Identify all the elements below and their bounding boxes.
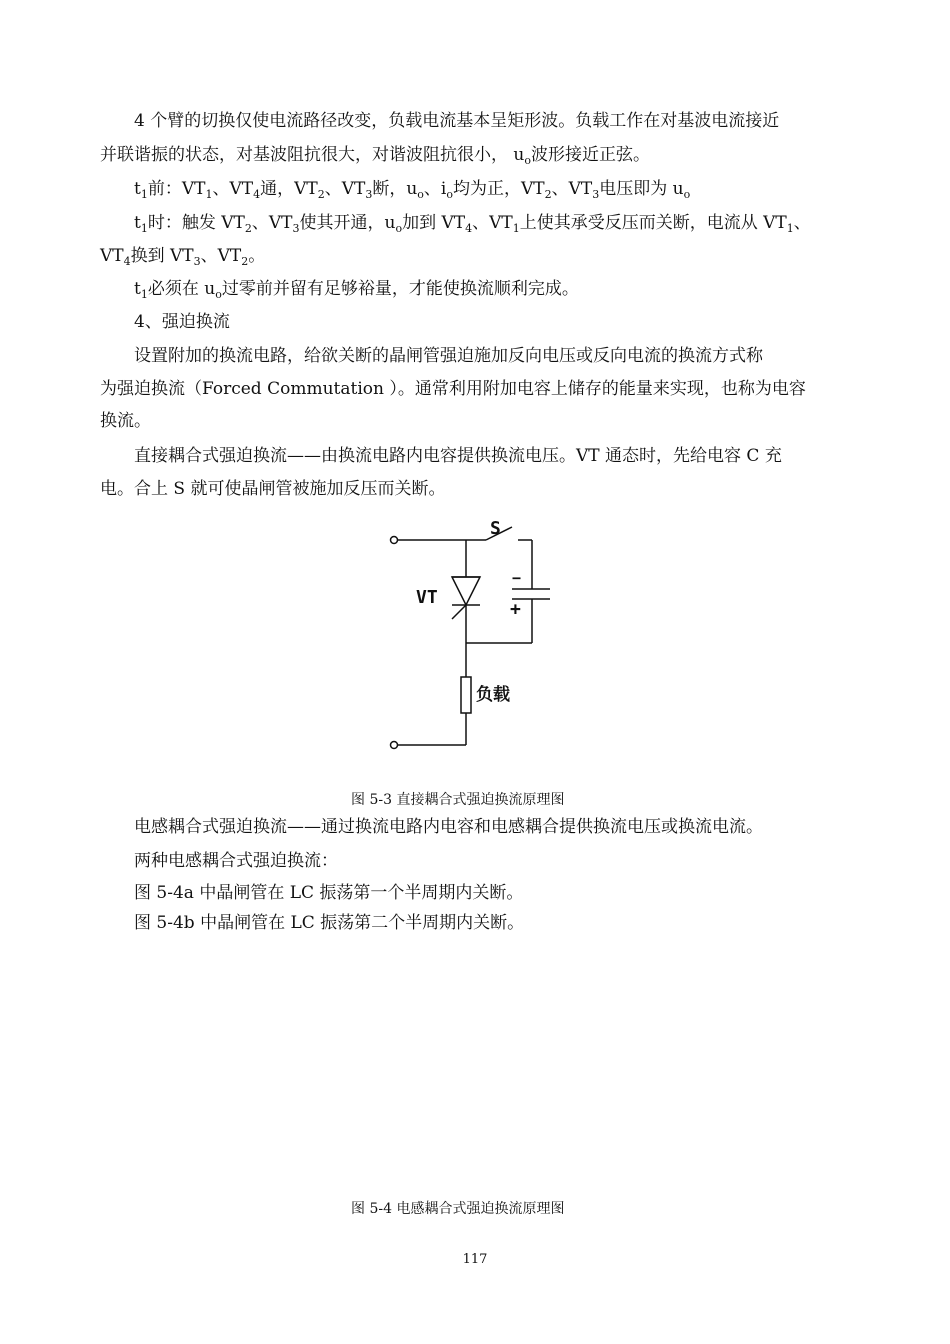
text: 时：触发 VT	[147, 213, 245, 233]
paragraph-line: 直接耦合式强迫换流——由换流电路内电容提供换流电压。VT 通态时，先给电容 C 充	[134, 446, 782, 466]
subscript: 2	[241, 255, 249, 268]
subscript: 2	[244, 222, 252, 235]
text: 、VT	[324, 179, 366, 199]
subscript: 4	[123, 255, 131, 268]
text: t	[134, 213, 141, 233]
text: 电压即为 u	[599, 179, 684, 199]
subscript: 3	[365, 188, 373, 201]
figure-caption: 图 5-4 电感耦合式强迫换流原理图	[351, 1201, 565, 1217]
thyristor-label: VT	[416, 587, 438, 608]
thyristor-gate	[452, 605, 466, 619]
subscript: 3	[592, 188, 600, 201]
subscript: 1	[140, 188, 148, 201]
subscript: o	[683, 188, 691, 201]
paragraph-line: 设置附加的换流电路，给欲关断的晶闸管强迫施加反向电压或反向电流的换流方式称	[134, 346, 763, 366]
input-terminal-top	[391, 537, 398, 544]
paragraph-line	[134, 278, 579, 300]
page-number: 117	[462, 1252, 488, 1267]
text: 波形接近正弦。	[530, 145, 650, 165]
subscript: 4	[253, 188, 261, 201]
load-label: 负载	[476, 685, 510, 705]
input-terminal-bottom	[391, 742, 398, 749]
subscript: 1	[140, 288, 148, 301]
paragraph-line: 换流。	[100, 411, 151, 431]
text: 、VT	[472, 213, 513, 233]
subscript: o	[524, 154, 531, 167]
subscript: 1	[205, 188, 213, 201]
capacitor-minus-label: −	[512, 569, 522, 587]
figure-caption: 图 5-3 直接耦合式强迫换流原理图	[351, 792, 565, 808]
paragraph-line: 为强迫换流（Forced Commutation ）。通常利用附加电容上储存的能量来实现，也称为电容	[100, 379, 806, 399]
text: 使其开通，u	[299, 213, 396, 233]
text: 断，u	[372, 179, 418, 199]
text: 换到 VT	[130, 246, 194, 266]
paragraph-line: 电。合上 S 就可使晶闸管被施加反压而关断。	[100, 479, 446, 499]
subscript: o	[446, 188, 453, 201]
switch-label: S	[490, 518, 501, 539]
subscript: 1	[786, 222, 794, 235]
subscript: 1	[512, 222, 520, 235]
subscript: 3	[193, 255, 201, 268]
paragraph-line: 图 5-4b 中晶闸管在 LC 振荡第二个半周期内关断。	[134, 913, 525, 933]
text: 通，VT	[260, 179, 318, 199]
subscript: o	[215, 288, 222, 301]
paragraph-line: 两种电感耦合式强迫换流：	[134, 851, 338, 871]
paragraph-line: 4 个臂的切换仅使电流路径改变，负载电流基本呈矩形波。负载工作在对基波电流接近	[134, 111, 780, 131]
subscript: o	[417, 188, 424, 201]
text: 前：VT	[147, 179, 206, 199]
text: t	[134, 179, 141, 199]
text: 加到 VT	[402, 213, 466, 233]
thyristor-triangle	[452, 577, 480, 605]
text: 均为正，VT	[452, 179, 545, 199]
text: 、VT	[200, 246, 242, 266]
text: 、i	[423, 179, 447, 199]
load-resistor	[461, 677, 471, 713]
text: 、VT	[251, 213, 293, 233]
text: u	[513, 145, 525, 165]
text: 、	[793, 213, 811, 233]
paragraph-line	[100, 144, 650, 166]
text: 、VT	[551, 179, 593, 199]
text: 、VT	[212, 179, 254, 199]
section-heading: 4、强迫换流	[134, 312, 230, 332]
text: VT	[100, 246, 124, 266]
paragraph-line: 电感耦合式强迫换流——通过换流电路内电容和电感耦合提供换流电压或换流电流。	[134, 817, 763, 837]
paragraph-line	[134, 212, 811, 234]
commutation-circuit-diagram	[380, 515, 580, 760]
subscript: o	[395, 222, 403, 235]
subscript: 2	[317, 188, 325, 201]
text: 并联谐振的状态，对基波阻抗很大，对谐波阻抗很小，	[100, 145, 508, 165]
paragraph-line	[134, 178, 690, 200]
subscript: 3	[292, 222, 300, 235]
subscript: 1	[140, 222, 148, 235]
paragraph-line	[100, 245, 265, 267]
text: 。	[248, 246, 266, 266]
paragraph-line: 图 5-4a 中晶闸管在 LC 振荡第一个半周期内关断。	[134, 883, 524, 903]
text: t	[134, 279, 141, 299]
subscript: 4	[465, 222, 473, 235]
text: 必须在 u	[147, 279, 216, 299]
subscript: 2	[544, 188, 552, 201]
text: 上使其承受反压而关断，电流从 VT	[519, 213, 787, 233]
capacitor-plus-label: +	[510, 599, 521, 620]
text: 过零前并留有足够裕量，才能使换流顺利完成。	[221, 279, 579, 299]
